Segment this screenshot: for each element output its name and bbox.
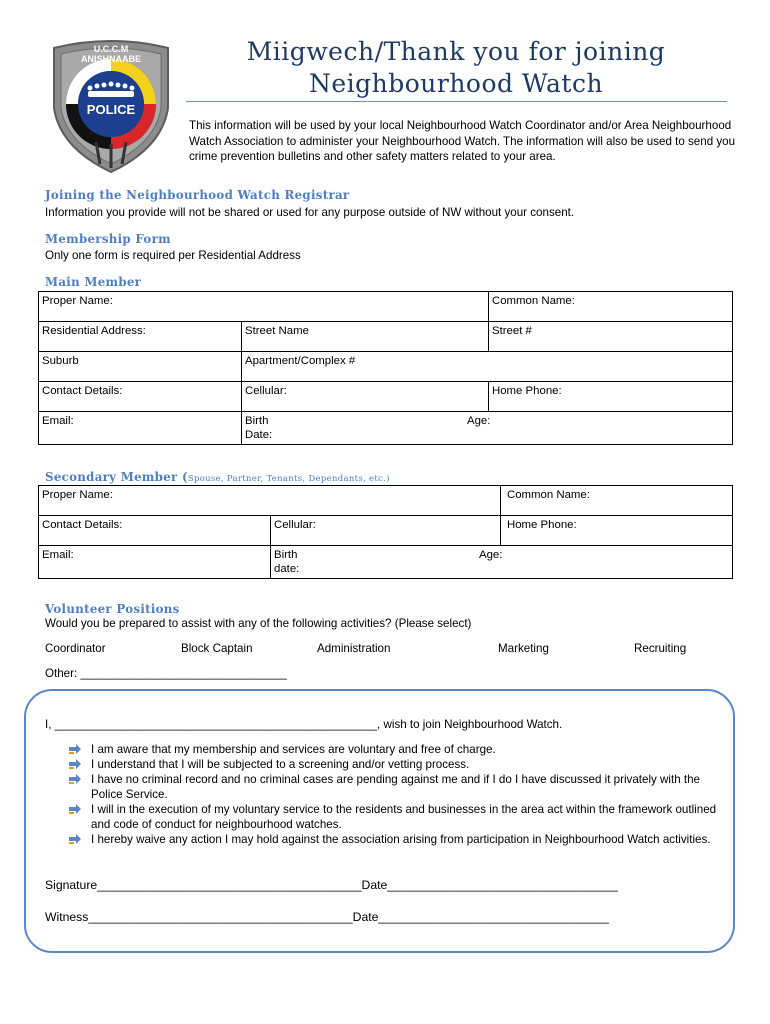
pledge-bullet-text: I hereby waive any action I may hold against the association arising from participation in Neighbourhood Watch activities. [91, 833, 711, 846]
ucc-anishnaabe-police-logo [44, 38, 178, 174]
secondary-member-heading [45, 470, 390, 484]
main-birth-label: Birth [245, 415, 269, 427]
main-cellular-label: Cellular: [245, 385, 287, 397]
page-title-line2: Neighbourhood Watch [308, 69, 604, 98]
main-residential-address-label: Residential Address: [39, 322, 242, 352]
pledge-bullet [68, 802, 728, 832]
main-home-phone-field[interactable] [489, 382, 733, 412]
logo-arc-text: ANISHNAABE [80, 54, 142, 64]
pledge-bullet-text: I understand that I will be subjected to a screening and/or vetting process. [91, 758, 470, 771]
title-divider [186, 101, 727, 102]
arrow-bullet-icon [68, 758, 82, 770]
main-street-number-label: Street # [492, 325, 532, 337]
pledge-bullet [68, 772, 728, 802]
main-suburb-label: Suburb [42, 355, 79, 367]
main-proper-name-field[interactable] [39, 292, 489, 322]
secondary-common-name-label: Common Name: [507, 489, 590, 501]
secondary-contact-details-label: Contact Details: [39, 516, 271, 546]
secondary-member-table [38, 485, 733, 579]
pledge-bullet [68, 832, 728, 847]
main-street-name-label: Street Name [245, 325, 309, 337]
secondary-birth-date-label: date: [274, 563, 300, 575]
main-street-name-field[interactable] [242, 322, 489, 352]
main-email-label: Email: [42, 415, 74, 427]
pledge-bullet-list [68, 742, 728, 847]
page-title [186, 36, 726, 100]
intro-text: This information will be used by your local Neighbourhood Watch Coordinator and/or Area Neighbourhood Watch Association to administer your Neighbourhood Watch. The information will also be used to send you crime prevention bulletins and other safety matters related to your area. [189, 119, 736, 163]
pledge-intro[interactable]: I, __________________________________________________, wish to join Neighbourhood Watch. [45, 718, 563, 731]
main-street-number-field[interactable] [489, 322, 733, 352]
secondary-cellular-label: Cellular: [274, 519, 316, 531]
registrar-text: Information you provide will not be shared or used for any purpose outside of NW without your consent. [45, 206, 575, 219]
secondary-birth-date-field[interactable] [271, 546, 733, 579]
secondary-member-heading-note: Spouse, Partner, Tenants, Dependants, etc.) [187, 474, 390, 484]
secondary-proper-name-label: Proper Name: [42, 489, 113, 501]
volunteer-option-recruiting[interactable]: Recruiting [634, 642, 687, 655]
volunteer-option-marketing[interactable]: Marketing [498, 642, 549, 655]
main-common-name-label: Common Name: [492, 295, 575, 307]
secondary-home-phone-field[interactable] [501, 516, 733, 546]
volunteer-option-coordinator[interactable]: Coordinator [45, 642, 106, 655]
main-cellular-field[interactable] [242, 382, 489, 412]
main-suburb-field[interactable] [39, 352, 242, 382]
membership-heading: Membership Form [45, 232, 171, 246]
arrow-bullet-icon [68, 833, 82, 845]
secondary-common-name-field[interactable] [501, 486, 733, 516]
volunteer-question: Would you be prepared to assist with any of the following activities? (Please select) [45, 617, 472, 630]
registrar-heading: Joining the Neighbourhood Watch Registrar [45, 188, 350, 202]
logo-top-text: U.C.C.M [93, 44, 129, 54]
arrow-bullet-icon [68, 743, 82, 755]
volunteer-heading: Volunteer Positions [45, 602, 180, 616]
volunteer-option-administration[interactable]: Administration [317, 642, 391, 655]
main-contact-details-label: Contact Details: [39, 382, 242, 412]
main-apartment-field[interactable] [242, 352, 733, 382]
secondary-member-heading-main: Secondary Member ( [45, 470, 188, 484]
arrow-bullet-icon [68, 803, 82, 815]
volunteer-option-block-captain[interactable]: Block Captain [181, 642, 253, 655]
main-proper-name-label: Proper Name: [42, 295, 113, 307]
logo-badge-text: POLICE [86, 102, 136, 117]
secondary-home-phone-label: Home Phone: [507, 519, 577, 531]
witness-line[interactable]: Witness_______________________________________Date__________________________________ [45, 910, 609, 924]
pledge-bullet-text: I am aware that my membership and services are voluntary and free of charge. [91, 743, 496, 756]
pledge-bullet-text: I will in the execution of my voluntary service to the residents and businesses in the area act within the framework outlined and code of conduct for neighbourhood watches. [91, 803, 717, 831]
page-title-line1: Miigwech/Thank you for joining [246, 37, 666, 66]
main-member-table [38, 291, 733, 445]
main-apartment-label: Apartment/Complex # [245, 355, 356, 367]
main-common-name-field[interactable] [489, 292, 733, 322]
membership-text: Only one form is required per Residential Address [45, 249, 301, 262]
signature-line[interactable]: Signature_______________________________________Date__________________________________ [45, 878, 618, 892]
main-home-phone-label: Home Phone: [492, 385, 562, 397]
main-age-label: Age: [467, 415, 491, 427]
secondary-proper-name-field[interactable] [39, 486, 501, 516]
pledge-bullet [68, 757, 728, 772]
main-member-heading: Main Member [45, 275, 142, 289]
secondary-email-label: Email: [42, 549, 74, 561]
pledge-bullet [68, 742, 728, 757]
secondary-cellular-field[interactable] [271, 516, 501, 546]
main-email-field[interactable] [39, 412, 242, 445]
secondary-birth-label: Birth [274, 549, 298, 561]
main-birth-date-field[interactable] [242, 412, 733, 445]
secondary-age-label: Age: [479, 549, 503, 561]
volunteer-other-field[interactable]: Other: ________________________________ [45, 667, 287, 680]
secondary-email-field[interactable] [39, 546, 271, 579]
main-birth-date-label: Date: [245, 429, 273, 441]
pledge-bullet-text: I have no criminal record and no criminal cases are pending against me and if I do I have discussed it privately with the Police Service. [91, 773, 700, 801]
arrow-bullet-icon [68, 773, 82, 785]
